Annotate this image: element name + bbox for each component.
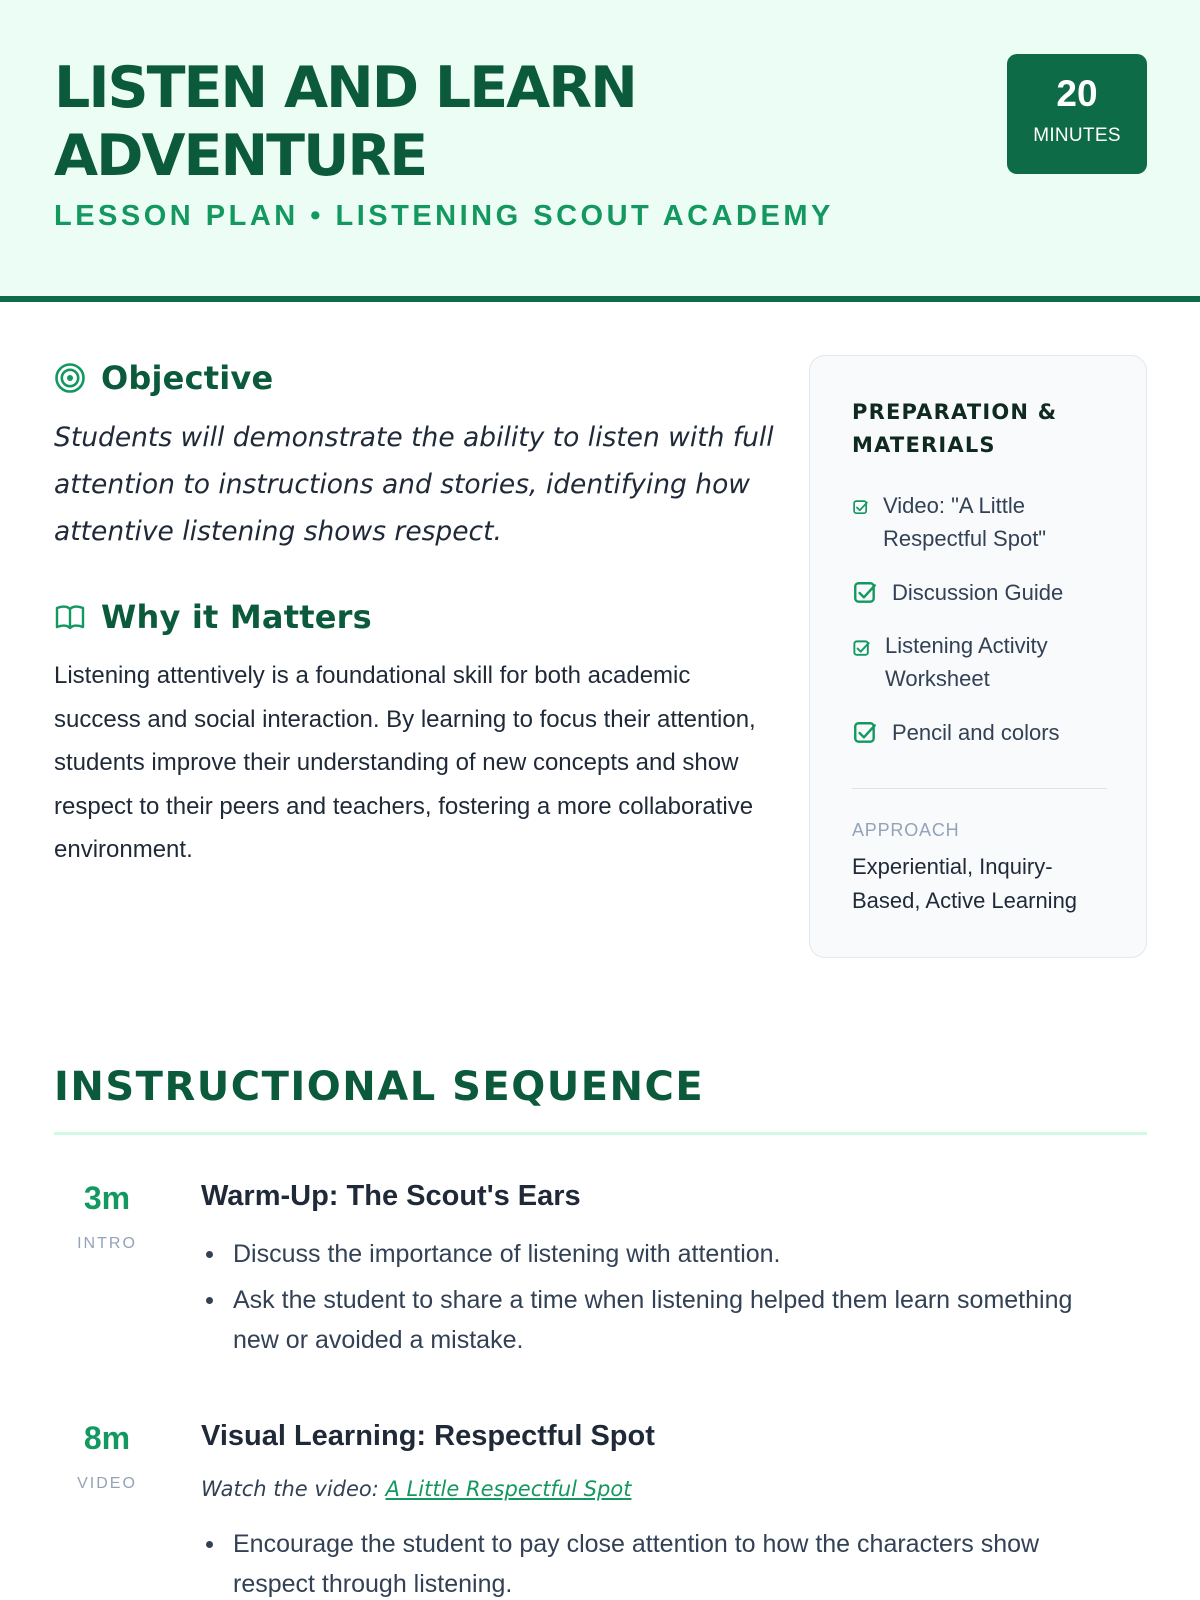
lesson-subtitle: LESSON PLAN • LISTENING SCOUT ACADEMY (54, 200, 834, 232)
material-item (852, 629, 1117, 695)
bullet-dot (206, 1541, 213, 1548)
objective-heading-text: Objective (101, 359, 274, 397)
bullet-text: Discuss the importance of listening with attention. (233, 1240, 781, 1268)
watch-prefix: Watch the video: (201, 1477, 379, 1501)
book-icon (54, 601, 86, 633)
step-kind: INTRO (77, 1235, 137, 1252)
material-label: Pencil and colors (892, 720, 1060, 745)
material-item (852, 576, 1117, 609)
sequence-divider (54, 1132, 1147, 1135)
panel-divider (852, 788, 1107, 789)
step-bullets (201, 1234, 1121, 1366)
duration-unit: MINUTES (1033, 125, 1121, 146)
lesson-title (54, 54, 914, 190)
lesson-title-line2: ADVENTURE (54, 123, 427, 189)
objective-heading (54, 356, 273, 400)
step-bullets (201, 1524, 1121, 1600)
why-text: Listening attentively is a foundational skill for both academic success and social interaction. By learning to focus their attention, students improve their understanding of new concepts and show respect to their peers and teachers, fostering a more collaborative environment. (54, 662, 756, 863)
why-heading-text: Why it Matters (101, 598, 372, 636)
list-item (201, 1524, 1121, 1600)
step-time: 8m (83, 1420, 131, 1456)
list-item (201, 1234, 1121, 1274)
target-icon (54, 362, 86, 394)
lesson-title-line1: LISTEN AND LEARN (54, 55, 636, 121)
material-label: Discussion Guide (892, 580, 1064, 605)
approach-value: Experiential, Inquiry-Based, Active Learning (852, 854, 1078, 913)
sequence-title: INSTRUCTIONAL SEQUENCE (54, 1064, 705, 1110)
material-label: Video: "A Little Respectful Spot" (883, 493, 1047, 551)
approach-label: APPROACH (852, 820, 960, 840)
material-item (852, 716, 1117, 749)
bullet-dot (206, 1297, 213, 1304)
list-item (201, 1280, 1121, 1360)
checkbox-icon (852, 639, 871, 658)
watch-video-line (201, 1477, 631, 1501)
bullet-text: Ask the student to share a time when listening helped them learn something new or avoided a mistake. (233, 1286, 1073, 1354)
video-link[interactable]: A Little Respectful Spot (385, 1477, 632, 1501)
preparation-title: PREPARATION & MATERIALS (852, 400, 1058, 457)
checkbox-icon (852, 499, 869, 516)
step-kind: VIDEO (77, 1475, 137, 1492)
material-item (852, 489, 1117, 555)
material-label: Listening Activity Worksheet (885, 633, 1048, 691)
step-title: Visual Learning: Respectful Spot (201, 1420, 655, 1452)
step-title: Warm-Up: The Scout's Ears (201, 1180, 581, 1212)
lesson-header (0, 0, 1200, 302)
step-time: 3m (83, 1180, 131, 1216)
objective-text: Students will demonstrate the ability to listen with full attention to instructions and stories, identifying how attentive listening shows respect. (54, 422, 774, 547)
preparation-panel (809, 355, 1147, 958)
why-heading (54, 595, 372, 639)
checkbox-icon (852, 720, 878, 746)
duration-value: 20 (1056, 73, 1098, 114)
bullet-dot (206, 1251, 213, 1258)
duration-badge (1007, 54, 1147, 174)
bullet-text: Encourage the student to pay close attention to how the characters show respect through listening. (233, 1530, 1040, 1598)
checkbox-icon (852, 580, 878, 606)
